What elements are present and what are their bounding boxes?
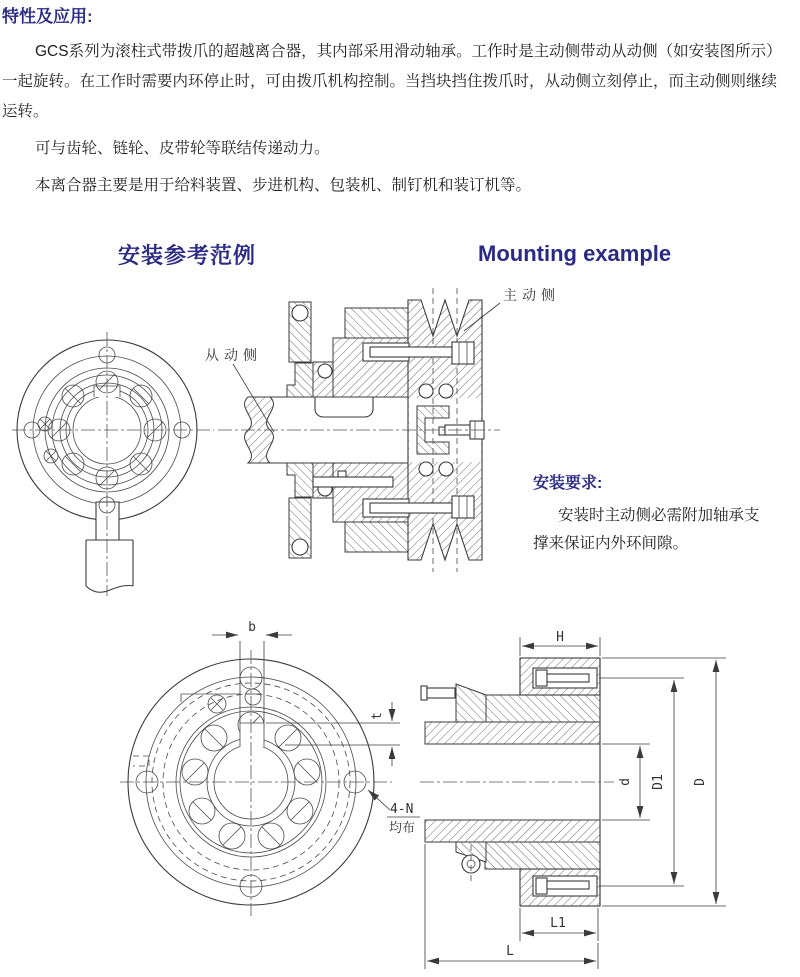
- intro-line-3: 运转。: [2, 103, 49, 120]
- clutch-front-view: [12, 332, 214, 596]
- dim-label-L: L: [506, 944, 514, 959]
- driving-side-label: 主动侧: [503, 287, 560, 303]
- mounting-note-heading: 安装要求:: [533, 475, 603, 492]
- dim-H: [520, 630, 600, 656]
- pawl-rod: [313, 477, 393, 487]
- mounting-note-line1: 安装时主动侧必需附加轴承支: [558, 507, 760, 524]
- hub-bottom: [425, 820, 600, 842]
- intro-section: [2, 2, 799, 201]
- dim-b: [212, 620, 292, 723]
- keyway: [240, 723, 264, 747]
- sliding-bearing: [315, 397, 373, 417]
- inner-ring-top: [287, 363, 313, 397]
- page-title: 特性及应用:: [2, 7, 93, 26]
- hole-count-label: 4-N: [390, 802, 414, 817]
- dim-label-b: b: [248, 620, 256, 635]
- hole-callout: [368, 790, 420, 836]
- outer-ring-top: [485, 695, 600, 722]
- section-title-zh: 安装参考范例: [118, 243, 257, 269]
- intro-line-5: 本离合器主要是用于给料装置、步进机构、包装机、制钉机和装订机等。: [35, 177, 532, 194]
- pawl-nub: [338, 471, 346, 477]
- dim-label-D: D: [693, 778, 708, 786]
- control-arm: [86, 502, 133, 592]
- intro-line-4: 可与齿轮、链轮、皮带轮等联结传递动力。: [35, 140, 330, 157]
- pawl-detail: [421, 684, 486, 885]
- hole-note-label: 均布: [389, 821, 416, 836]
- dim-label-L1: L1: [550, 916, 566, 931]
- dim-L1: [520, 908, 598, 941]
- set-screw: [245, 689, 261, 705]
- intro-line-1: GCS系列为滚柱式带拨爪的超越离合器，其内部采用滑动轴承。工作时是主动侧带动从动侧（如安装图所示）: [35, 43, 782, 60]
- dim-label-d: d: [618, 778, 633, 786]
- dim-section-view: [420, 630, 726, 969]
- clutch-section-view: [205, 287, 560, 572]
- hub-top: [425, 722, 600, 744]
- driven-side-label: 从动侧: [205, 347, 262, 363]
- section-title-en: Mounting example: [478, 241, 672, 267]
- dim-label-H: H: [556, 630, 564, 645]
- dim-front-view: [120, 620, 420, 916]
- mounting-note: [533, 470, 800, 558]
- dimension-figure: [0, 600, 800, 977]
- dim-label-D1: D1: [651, 774, 666, 790]
- outer-ring-bottom: [485, 842, 600, 869]
- dim-t: [266, 702, 400, 766]
- intro-line-2: 一起旋转。在工作时需要内环停止时，可由拨爪机构控制。当挡块挡住拨爪时，从动侧立刻停止，而主动侧则继续: [2, 73, 778, 90]
- inner-ring-bottom: [287, 463, 313, 497]
- pawl-window-dashed: [133, 756, 149, 766]
- mounting-note-line2: 撑来保证内外环间隙。: [533, 535, 689, 552]
- dim-label-t: t: [370, 712, 385, 720]
